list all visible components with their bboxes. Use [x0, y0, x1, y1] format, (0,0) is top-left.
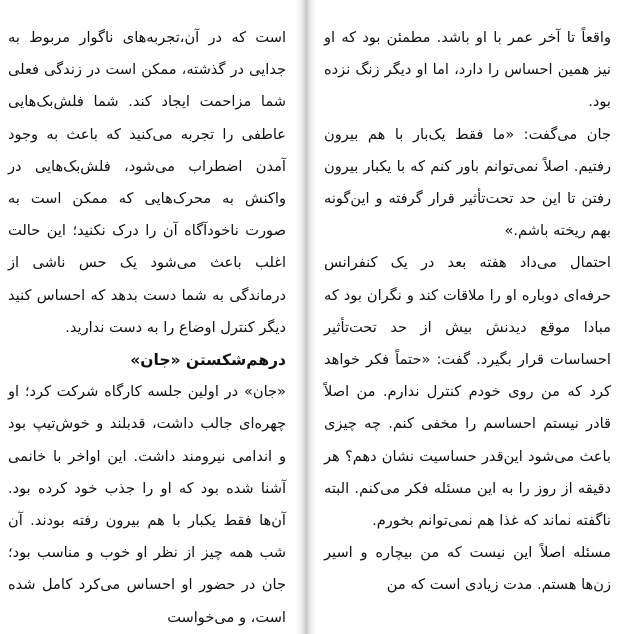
- book-gutter: [296, 0, 316, 634]
- left-paragraph-1: است که در آن،تجربه‌های ناگوار مربوط به جدایی در گذشته، ممکن است در زندگی فعلی شما مزاحمت ایجاد کند. شما فلش‌بک‌هایی عاطفی را تجربه می‌کنید که باعث به وجود آمدن اضطراب می‌شود، فلش‌بک‌هایی در واکنش به محرک‌هایی که ممکن است به صورت ناخودآگاه آن را درک نکنید؛ این حالت اغلب باعث می‌شود یک حس ناشی از درماندگی به شما دست بدهد که احساس کنید دیگر کنترل اوضاع را به دست ندارید.: [8, 29, 286, 336]
- right-paragraph-3: احتمال می‌داد هفته بعد در یک کنفرانس حرفه‌ای دوباره او را ملاقات کند و نگران بود که مبادا موقع دیدنش بیش از حد تحت‌تأثیر احساسات قرار بگیرد. گفت: «حتماً فکر خواهد کرد که من روی خودم کنترل ندارم. من اصلاً قادر نیستم احساسم را مخفی کنم. چه چیزی باعث می‌شود این‌قدر حساسیت نشان دهم؟ هر دقیقه از روز را به این مسئله فکر می‌کنم. البته ناگفته نماند که غذا هم نمی‌توانم بخورم.: [324, 254, 611, 530]
- section-heading: درهم‌شکستن «جان»: [130, 351, 286, 370]
- left-paragraph-2: «جان» در اولین جلسه کارگاه شرکت کرد؛ او چهره‌ای جالب داشت، قدبلند و خوش‌تیپ بود و اندامی نیرومند داشت. این اواخر با خانمی آشنا شده بود که او را جذب خود کرده بود. آن‌ها فقط یکبار با هم بیرون رفته بودند. آن شب همه چیز از نظر او خوب و مناسب بود؛ جان در حضور او احساس می‌کرد کامل شده است، و می‌خواست: [8, 383, 286, 626]
- right-page: [316, 0, 621, 634]
- right-paragraph-2: جان می‌گفت: «ما فقط یک‌بار با هم بیرون رفتیم. اصلاً نمی‌توانم باور کنم که با یکبار بیرون رفتن تا این حد تحت‌تأثیر قرار گرفته و این‌گونه بهم ریخته باشم.»: [324, 125, 611, 240]
- right-paragraph-4: مسئله اصلاً این نیست که من بیچاره و اسیر زن‌ها هستم. مدت زیادی است که من: [324, 544, 611, 594]
- right-paragraph-1: واقعاً تا آخر عمر با او باشد. مطمئن بود که او نیز همین احساس را دارد، اما او دیگر زنگ نزده بود.: [324, 29, 611, 111]
- left-page: [0, 0, 296, 634]
